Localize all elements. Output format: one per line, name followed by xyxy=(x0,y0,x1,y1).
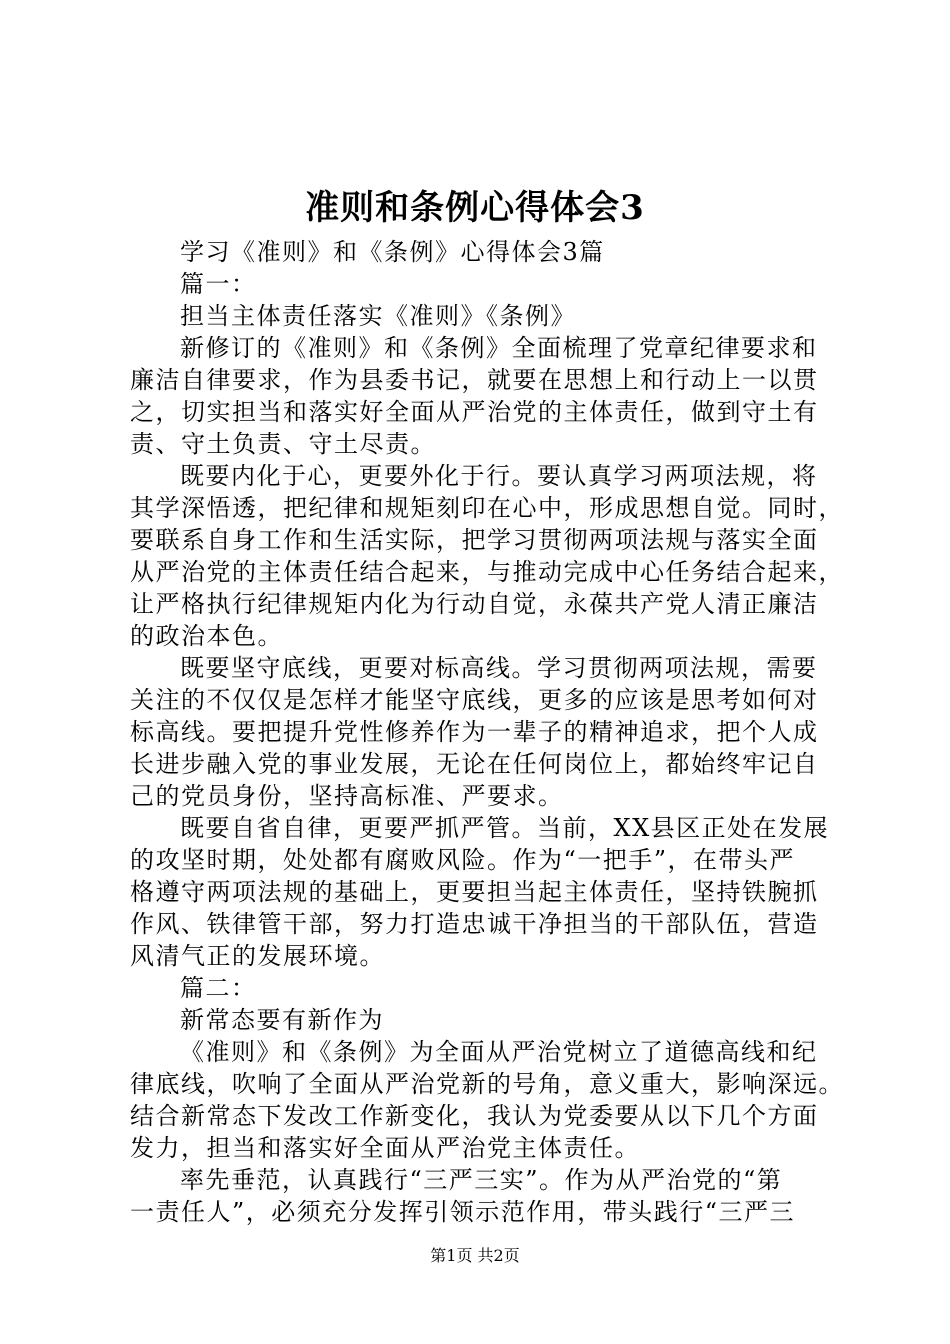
text-line: 关注的不仅仅是怎样才能坚守底线，更多的应该是思考如何对 xyxy=(130,686,819,714)
text-line: 篇二： xyxy=(180,974,257,1002)
text-line: 既要内化于心，更要外化于行。要认真学习两项法规，将 xyxy=(180,462,818,490)
text-line: 的攻坚时期，处处都有腐败风险。作为“一把手”，在带头严 xyxy=(130,846,796,874)
text-line: 廉洁自律要求，作为县委书记，就要在思想上和行动上一以贯 xyxy=(130,366,819,394)
text-line: 其学深悟透，把纪律和规矩刻印在心中，形成思想自觉。同时， xyxy=(130,494,844,522)
text-line: 既要自省自律，更要严抓严管。当前，XX县区正处在发展 xyxy=(180,814,830,842)
document-title: 准则和条例心得体会3 xyxy=(305,188,645,228)
text-line: 担当主体责任落实《准则》《条例》 xyxy=(180,302,576,330)
text-line: 让严格执行纪律规矩内化为行动自觉，永葆共产党人清正廉洁 xyxy=(130,590,819,618)
text-line: 长进步融入党的事业发展，无论在任何岗位上，都始终牢记自 xyxy=(130,750,819,778)
text-line: 新修订的《准则》和《条例》全面梳理了党章纪律要求和 xyxy=(180,334,818,362)
text-line: 既要坚守底线，更要对标高线。学习贯彻两项法规，需要 xyxy=(180,654,818,682)
text-line: 的政治本色。 xyxy=(130,622,283,650)
text-line: 格遵守两项法规的基础上，更要担当起主体责任，坚持铁腕抓 xyxy=(130,878,819,906)
text-line: 之，切实担当和落实好全面从严治党的主体责任，做到守土有 xyxy=(130,398,819,426)
text-line: 律底线，吹响了全面从严治党新的号角，意义重大，影响深远。 xyxy=(130,1070,844,1098)
text-line: 篇一： xyxy=(180,270,257,298)
text-line: 己的党员身份，坚持高标准、严要求。 xyxy=(130,782,564,810)
text-line: 一责任人”，必须充分发挥引领示范作用，带头践行“三严三 xyxy=(130,1198,796,1226)
text-line: 要联系自身工作和生活实际，把学习贯彻两项法规与落实全面 xyxy=(130,526,819,554)
text-line: 《准则》和《条例》为全面从严治党树立了道德高线和纪 xyxy=(180,1038,818,1066)
text-line: 发力，担当和落实好全面从严治党主体责任。 xyxy=(130,1134,640,1162)
text-line: 标高线。要把提升党性修养作为一辈子的精神追求，把个人成 xyxy=(130,718,819,746)
text-line: 结合新常态下发改工作新变化，我认为党委要从以下几个方面 xyxy=(130,1102,819,1130)
text-line: 作风、铁律管干部，努力打造忠诚干净担当的干部队伍，营造 xyxy=(130,910,819,938)
document-body xyxy=(130,236,844,1228)
text-line: 率先垂范，认真践行“三严三实”。作为从严治党的“第 xyxy=(180,1166,783,1194)
page-footer: 第1页 共2页 xyxy=(430,1246,520,1265)
text-line: 风清气正的发展环境。 xyxy=(130,942,385,970)
text-line: 学习《准则》和《条例》心得体会3篇 xyxy=(180,238,605,266)
text-line: 新常态要有新作为 xyxy=(180,1006,384,1034)
text-line: 从严治党的主体责任结合起来，与推动完成中心任务结合起来， xyxy=(130,558,844,586)
text-line: 责、守土负责、守土尽责。 xyxy=(130,430,436,458)
